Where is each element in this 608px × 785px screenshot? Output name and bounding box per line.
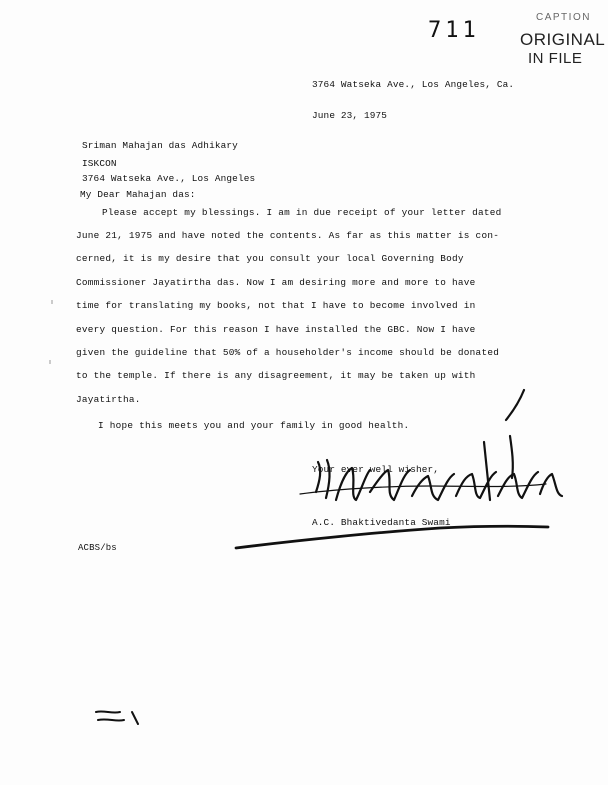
closing: Your ever well wisher, <box>312 464 440 475</box>
body-line: Commissioner Jayatirtha das. Now I am desiring more and more to have <box>76 277 476 288</box>
sender-address: 3764 Watseka Ave., Los Angeles, Ca. <box>312 79 515 90</box>
caption-stamp-line: CAPTION <box>536 12 591 23</box>
body-line: every question. For this reason I have installed the GBC. Now I have <box>76 324 476 335</box>
body-line: time for translating my books, not that I have to become involved in <box>76 300 476 311</box>
reference-initials: ACBS/bs <box>78 543 117 553</box>
body-line: June 21, 1975 and have noted the contents. As far as this matter is con- <box>76 230 500 241</box>
body-line: to the temple. If there is any disagreement, it may be taken up with <box>76 370 476 381</box>
in-file-stamp-line: IN FILE <box>528 50 583 67</box>
body-line: Jayatirtha. <box>76 394 141 405</box>
recipient-org: ISKCON <box>82 158 117 169</box>
body-line: Please accept my blessings. I am in due receipt of your letter dated <box>102 207 502 218</box>
body-line: cerned, it is my desire that you consult your local Governing Body <box>76 253 464 264</box>
original-stamp-line: ORIGINAL <box>520 30 606 49</box>
letter-date: June 23, 1975 <box>312 110 388 121</box>
body-line: given the guideline that 50% of a householder's income should be donated <box>76 347 500 358</box>
salutation: My Dear Mahajan das: <box>80 189 196 200</box>
body-line: I hope this meets you and your family in good health. <box>98 420 410 431</box>
file-number-stamp: 711 <box>428 18 480 43</box>
recipient-address: 3764 Watseka Ave., Los Angeles <box>82 173 256 184</box>
recipient-name: Sriman Mahajan das Adhikary <box>82 140 238 151</box>
signature-name: A.C. Bhaktivedanta Swami <box>312 517 451 528</box>
